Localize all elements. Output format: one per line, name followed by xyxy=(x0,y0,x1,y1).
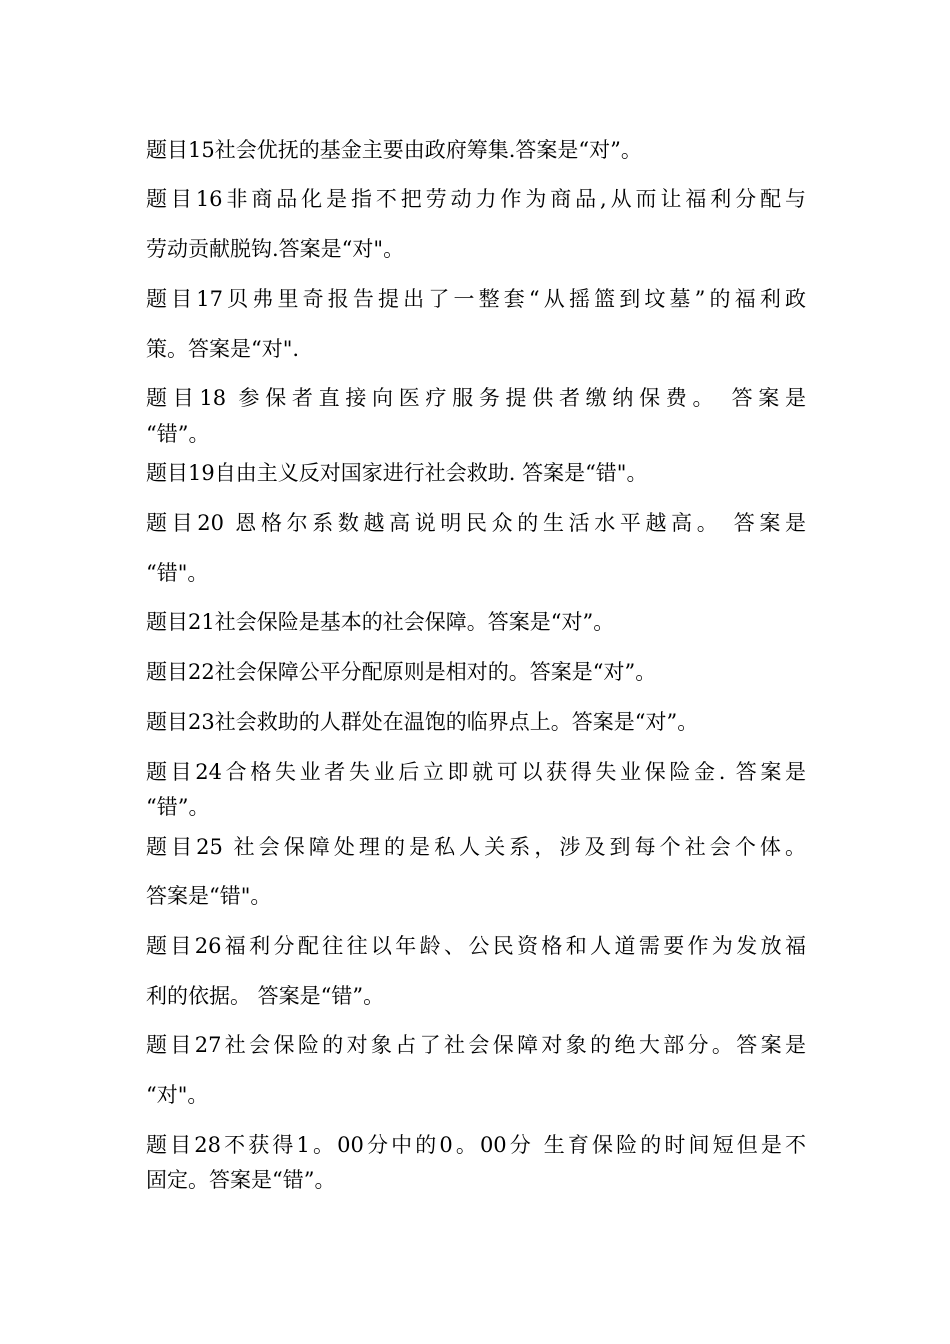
text-line-q17-b: 策。答案是“对". xyxy=(146,337,300,361)
text-line-q20-a: 题目20 恩格尔系数越高说明民众的生活水平越高。 答案是 xyxy=(146,511,806,535)
text-line-q16-a: 题目16非商品化是指不把劳动力作为商品,从而让福利分配与 xyxy=(146,187,806,211)
text-line-q26-a: 题目26福利分配往往以年龄、公民资格和人道需要作为发放福 xyxy=(146,934,806,958)
text-line-q18-b: “错”。 xyxy=(146,422,210,446)
text-line-q21: 题目21社会保险是基本的社会保障。答案是“对”。 xyxy=(146,610,615,634)
text-line-q19: 题目19自由主义反对国家进行社会救助. 答案是“错"。 xyxy=(146,461,648,485)
text-line-q17-a: 题目17贝弗里奇报告提出了一整套“从摇篮到坟墓”的福利政 xyxy=(146,287,806,311)
text-line-q25-b: 答案是“错"。 xyxy=(146,884,272,908)
text-line-q25-a: 题目25 社会保障处理的是私人关系，涉及到每个社会个体。 xyxy=(146,835,806,859)
text-line-q28-b: 固定。答案是“错”。 xyxy=(146,1168,336,1192)
text-line-q22: 题目22社会保障公平分配原则是相对的。答案是“对”。 xyxy=(146,660,657,684)
text-line-q27-b: “对"。 xyxy=(146,1083,209,1107)
text-line-q24-b: “错”。 xyxy=(146,795,210,819)
text-line-q23: 题目23社会救助的人群处在温饱的临界点上。答案是“对”。 xyxy=(146,710,699,734)
text-line-q26-b: 利的依据。 答案是“错”。 xyxy=(146,984,385,1008)
text-line-q16-b: 劳动贡献脱钩.答案是“对"。 xyxy=(146,237,405,261)
text-line-q20-b: “错"。 xyxy=(146,561,209,585)
text-line-q24-a: 题目24合格失业者失业后立即就可以获得失业保险金. 答案是 xyxy=(146,760,806,784)
text-line-q15: 题目15社会优抚的基金主要由政府筹集.答案是“对”。 xyxy=(146,138,642,162)
text-line-q18-a: 题目18 参保者直接向医疗服务提供者缴纳保费。 答案是 xyxy=(146,386,806,410)
text-line-q28-a: 题目28不获得1。00分中的0。00分 生育保险的时间短但是不 xyxy=(146,1133,806,1157)
text-line-q27-a: 题目27社会保险的对象占了社会保障对象的绝大部分。答案是 xyxy=(146,1033,806,1057)
